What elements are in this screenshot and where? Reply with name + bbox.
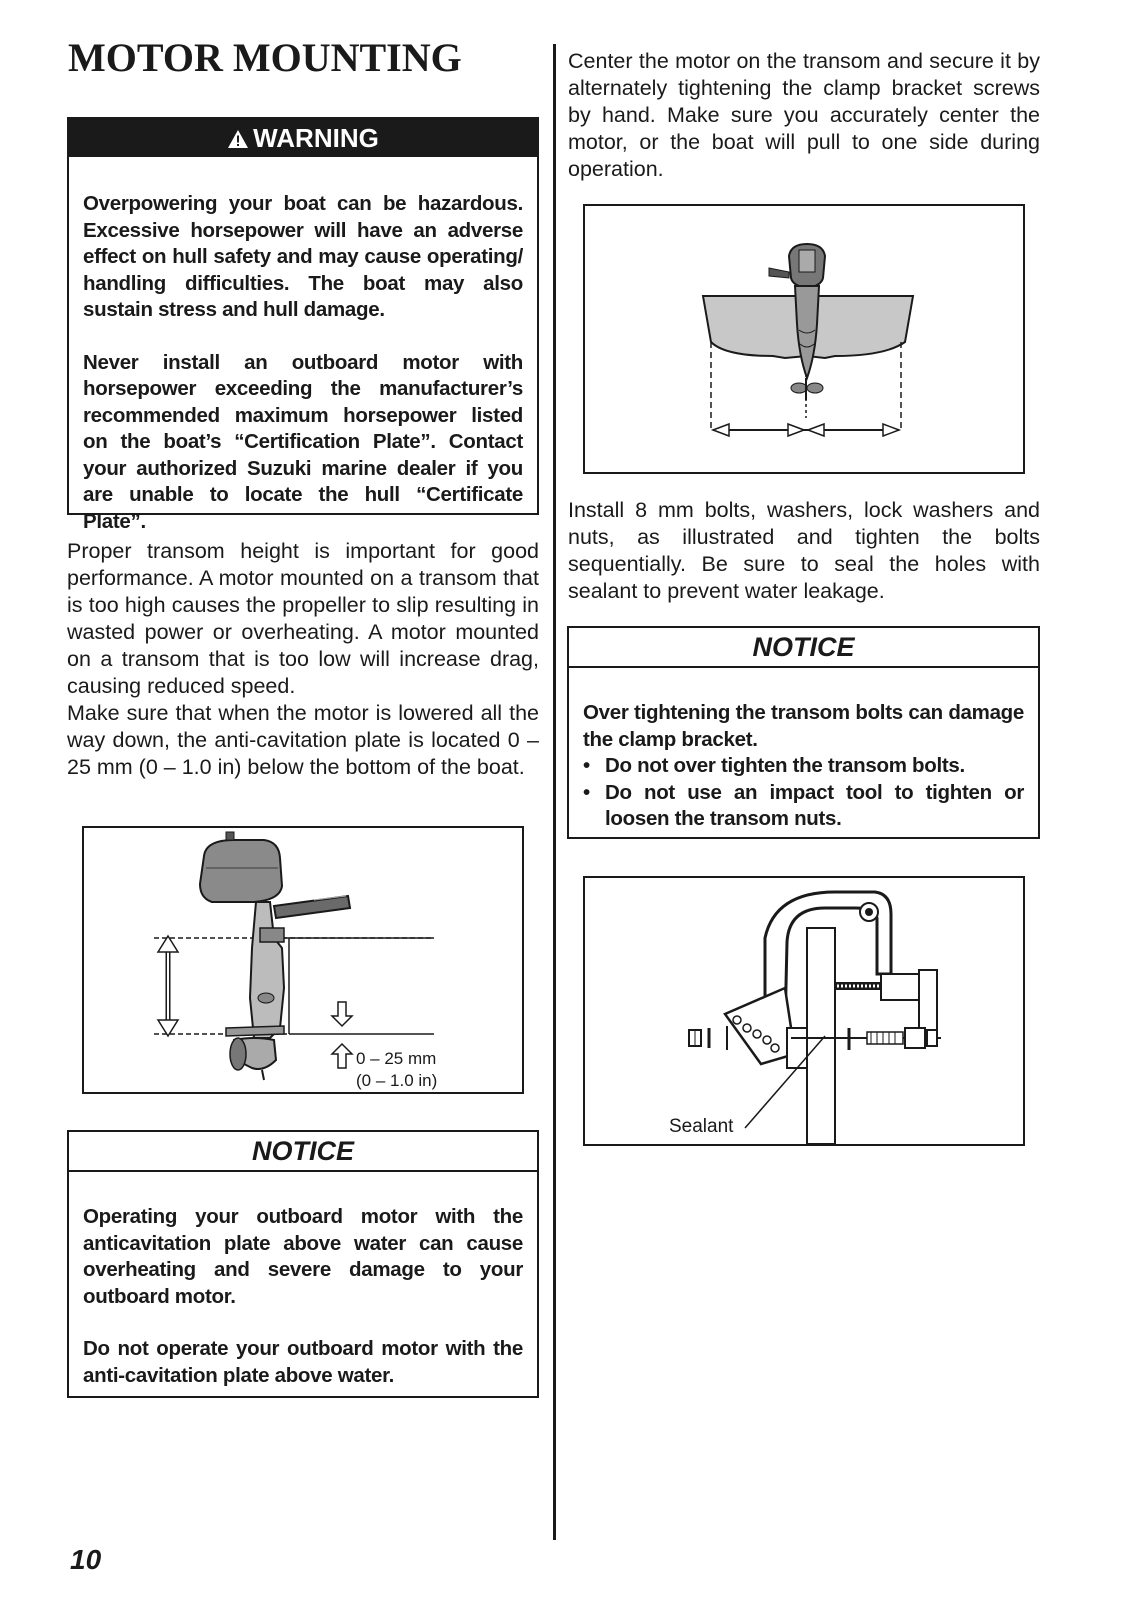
transom-height-text (67, 538, 539, 781)
motor-height-figure (82, 826, 524, 1094)
warning-paragraph-1: Overpowering your boat can be hazardous. Excessive horsepower will have an adverse effect on hull safety and may cause operating/ handling difficulties. The boat may also sustain stress and hull damage. (83, 192, 523, 321)
notice-right-bullet-1: • Do not over tighten the transom bolts. (583, 753, 1024, 780)
centering-illustration (585, 206, 1023, 472)
warning-header (69, 119, 537, 157)
height-label-in: (0 – 1.0 in) (356, 1071, 438, 1090)
notice-right-intro: Over tightening the transom bolts can damage the clamp bracket. (583, 701, 1024, 751)
warning-paragraph-2: Never install an outboard motor with horsepower exceeding the manufacturer’s recommended maximum horsepower listed on the boat’s “Certification Plate”. Contact your authorized Suzuki marine dealer if you are unable to locate the hull “Certificate Plate”. (83, 350, 523, 533)
notice-left-paragraph-2: Do not operate your outboard motor with the anti-cavitation plate above water. (83, 1337, 523, 1387)
centering-figure (583, 204, 1025, 474)
bolts-text: Install 8 mm bolts, washers, lock washers and nuts, as illustrated and tighten the bolts sequentially. Be sure to seal the holes with sealant to prevent water leakage. (568, 498, 1040, 603)
sealant-label: Sealant (669, 1116, 734, 1137)
page-number: 10 (70, 1544, 102, 1575)
warning-box (67, 117, 539, 533)
height-label-mm: 0 – 25 mm (356, 1049, 437, 1068)
notice-left-body (69, 1172, 537, 1399)
page-title: MOTOR MOUNTING (68, 35, 462, 80)
warning-triangle-icon (227, 121, 249, 159)
notice-left-heading: NOTICE (69, 1132, 537, 1172)
transom-paragraph-2: Make sure that when the motor is lowered all the way down, the anti-cavitation plate is located 0 – 25 mm (0 – 1.0 in) below the bottom of the boat. (67, 701, 539, 779)
notice-left-paragraph-1: Operating your outboard motor with the anticavitation plate above water can cause overheating and severe damage to your outboard motor. (83, 1205, 523, 1308)
column-divider (553, 44, 556, 1540)
notice-right-body (569, 668, 1038, 843)
notice-right-heading: NOTICE (569, 628, 1038, 668)
notice-right-bullets (583, 753, 1024, 833)
warning-heading: WARNING (253, 123, 379, 153)
center-motor-text: Center the motor on the transom and secure it by alternately tightening the clamp bracket screws by hand. Make sure you accurately center the motor, or the boat will pull to one side during operation. (568, 49, 1040, 181)
motor-height-illustration (84, 828, 522, 1092)
warning-body (69, 157, 537, 545)
clamp-bolts-figure (583, 876, 1025, 1146)
notice-right-bullet-2: • Do not use an impact tool to tighten or loosen the transom nuts. (583, 780, 1024, 833)
transom-paragraph-1: Proper transom height is important for good performance. A motor mounted on a transom that is too high causes the propeller to slip resulting in wasted power or overheating. A motor mounted on a transom that is too low will increase drag, causing reduced speed. (67, 539, 539, 698)
notice-box-left (67, 1130, 539, 1398)
notice-box-right (567, 626, 1040, 839)
clamp-bolts-illustration (585, 878, 1023, 1144)
